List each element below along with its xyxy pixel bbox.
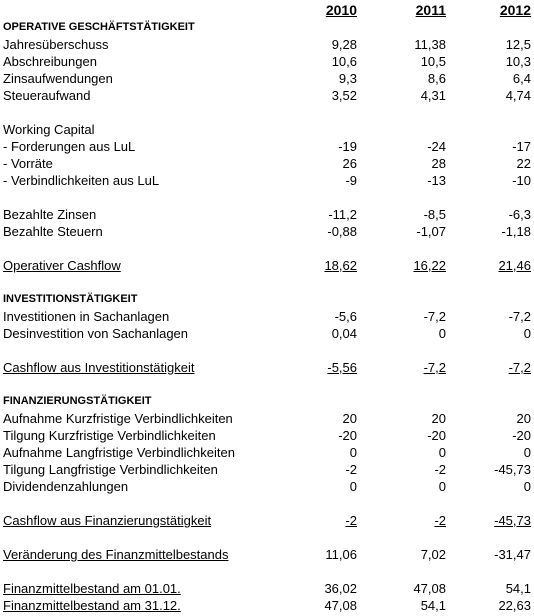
value-2010: 47,08: [324, 598, 357, 613]
value-2010: -2: [345, 513, 357, 528]
value-2011: 54,1: [420, 598, 446, 613]
value-2011: 16,22: [413, 258, 446, 273]
table-row: [0, 461, 534, 478]
row-label: - Vorräte: [3, 156, 53, 171]
row-label: OPERATIVE GESCHÄFTSTÄTIGKEIT: [3, 21, 195, 33]
value-2010: 9,28: [331, 37, 357, 52]
total-row: [0, 580, 534, 597]
value-2011: -1,07: [416, 224, 446, 239]
section-heading: [0, 291, 534, 308]
value-2011: 0: [438, 479, 446, 494]
value-2012: 10,3: [505, 54, 531, 69]
row-label: INVESTITIONSTÄTIGKEIT: [3, 293, 138, 305]
value-2011: -7,2: [423, 309, 446, 324]
row-label: Cashflow aus Investitionstätigkeit: [3, 360, 195, 375]
row-label: Tilgung Langfristige Verbindlichkeiten: [3, 462, 218, 477]
table-row: [0, 410, 534, 427]
table-row: [0, 138, 534, 155]
year-2012: 2012: [499, 2, 531, 18]
table-row: [0, 206, 534, 223]
value-2011: -24: [427, 139, 446, 154]
row-label: Bezahlte Zinsen: [3, 207, 97, 222]
value-2010: -9: [345, 173, 357, 188]
table-row: [0, 172, 534, 189]
row-label: Dividendenzahlungen: [3, 479, 129, 494]
row-label: Aufnahme Langfristige Verbindlichkeiten: [3, 445, 235, 460]
value-2012: -45,73: [494, 513, 531, 528]
total-row: [0, 257, 534, 274]
value-2011: 7,02: [420, 547, 446, 562]
value-2012: -7,2: [508, 309, 531, 324]
value-2011: 47,08: [413, 581, 446, 596]
value-2010: 0: [349, 479, 357, 494]
value-2012: -20: [512, 428, 531, 443]
value-2010: 3,52: [331, 88, 357, 103]
value-2011: 11,38: [414, 37, 446, 52]
row-label: Abschreibungen: [3, 54, 97, 69]
table-row: [0, 223, 534, 240]
table-row: [0, 325, 534, 342]
table-row: [0, 36, 534, 53]
total-row: [0, 546, 534, 563]
value-2010: 11,06: [325, 547, 357, 562]
table-row: [0, 121, 534, 138]
value-2010: 20: [342, 411, 357, 426]
value-2011: -2: [434, 462, 446, 477]
value-2010: 10,6: [331, 54, 357, 69]
year-header: [0, 2, 534, 19]
row-label: Bezahlte Steuern: [3, 224, 103, 239]
value-2010: -20: [338, 428, 357, 443]
row-label: Steueraufwand: [3, 88, 91, 103]
table-row: [0, 444, 534, 461]
table-row: [0, 87, 534, 104]
row-label: Investitionen in Sachanlagen: [3, 309, 170, 324]
value-2011: 10,5: [420, 54, 446, 69]
value-2012: 0: [523, 445, 531, 460]
year-2011: 2011: [415, 2, 446, 18]
row-label: Working Capital: [3, 122, 95, 137]
row-label: Cashflow aus Finanzierungstätigkeit: [3, 513, 212, 528]
year-2010: 2010: [325, 2, 357, 18]
value-2010: -0,88: [327, 224, 357, 239]
value-2010: -5,6: [334, 309, 357, 324]
section-heading: [0, 19, 534, 36]
value-2012: 12,5: [505, 37, 531, 52]
value-2012: 21,46: [498, 258, 531, 273]
value-2012: 4,74: [505, 88, 531, 103]
total-row: [0, 512, 534, 529]
value-2010: 26: [342, 156, 357, 171]
row-label: Finanzmittelbestand am 31.12.: [3, 598, 181, 613]
row-label: Operativer Cashflow: [3, 258, 121, 273]
value-2012: -7,2: [508, 360, 531, 375]
row-label: Desinvestition von Sachanlagen: [3, 326, 189, 341]
table-row: [0, 427, 534, 444]
value-2010: 18,62: [324, 258, 357, 273]
table-row: [0, 155, 534, 172]
value-2012: 0: [523, 326, 531, 341]
value-2012: 0: [523, 479, 531, 494]
value-2012: 20: [516, 411, 531, 426]
total-row: [0, 359, 534, 376]
table-row: [0, 478, 534, 495]
value-2010: -2: [345, 462, 357, 477]
section-heading: [0, 393, 534, 410]
value-2011: -20: [427, 428, 446, 443]
value-2011: -7,2: [423, 360, 446, 375]
value-2012: -1,18: [501, 224, 531, 239]
table-row: [0, 308, 534, 325]
row-label: Zinsaufwendungen: [3, 71, 113, 86]
row-label: - Forderungen aus LuL: [3, 139, 136, 154]
value-2011: -13: [427, 173, 446, 188]
value-2011: 20: [431, 411, 446, 426]
value-2012: -10: [512, 173, 531, 188]
value-2010: 0: [349, 445, 357, 460]
value-2010: 36,02: [324, 581, 357, 596]
value-2011: 4,31: [420, 88, 446, 103]
value-2012: 6,4: [512, 71, 531, 86]
value-2012: -45,73: [494, 462, 531, 477]
value-2011: -8,5: [423, 207, 446, 222]
row-label: Aufnahme Kurzfristige Verbindlichkeiten: [3, 411, 233, 426]
table-row: [0, 53, 534, 70]
value-2010: -19: [338, 139, 357, 154]
total-row: [0, 597, 534, 614]
row-label: Tilgung Kurzfristige Verbindlichkeiten: [3, 428, 216, 443]
value-2011: 0: [438, 326, 446, 341]
value-2010: -11,2: [328, 207, 357, 222]
value-2012: -31,47: [494, 547, 531, 562]
row-label: Finanzmittelbestand am 01.01.: [3, 581, 181, 596]
value-2012: -17: [512, 139, 531, 154]
value-2012: 54,1: [505, 581, 531, 596]
value-2010: 9,3: [338, 71, 357, 86]
row-label: FINANZIERUNGSTÄTIGKEIT: [3, 395, 152, 407]
value-2011: 8,6: [427, 71, 446, 86]
row-label: - Verbindlichkeiten aus LuL: [3, 173, 160, 188]
value-2011: -2: [434, 513, 446, 528]
value-2011: 28: [431, 156, 446, 171]
value-2010: -5,56: [327, 360, 357, 375]
value-2012: 22: [516, 156, 531, 171]
row-label: Veränderung des Finanzmittelbestands: [3, 547, 229, 562]
value-2011: 0: [438, 445, 446, 460]
value-2012: 22,63: [498, 598, 531, 613]
table-row: [0, 70, 534, 87]
row-label: Jahresüberschuss: [3, 37, 109, 52]
value-2012: -6,3: [508, 207, 531, 222]
value-2010: 0,04: [331, 326, 357, 341]
